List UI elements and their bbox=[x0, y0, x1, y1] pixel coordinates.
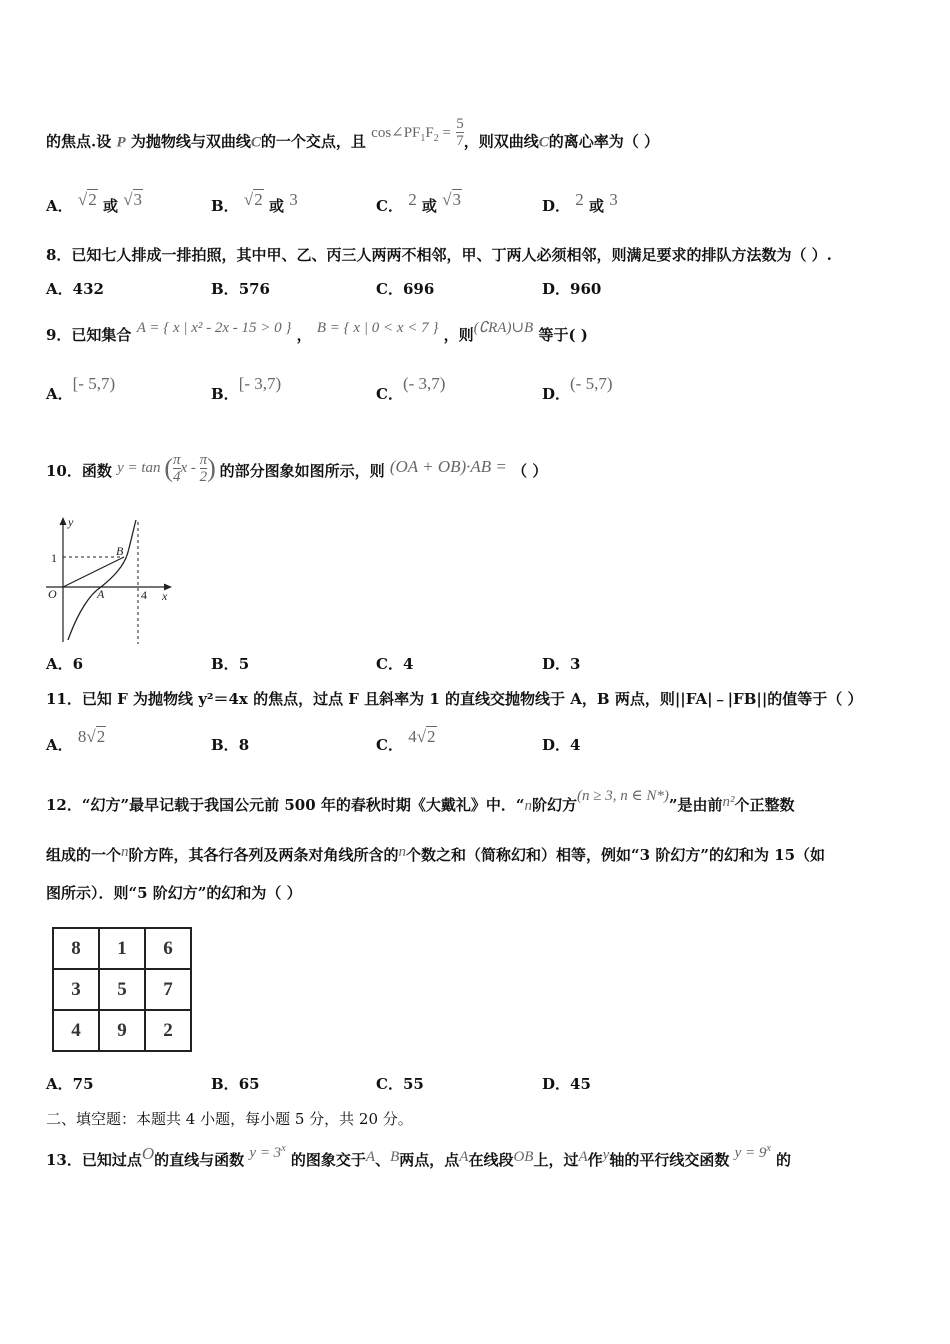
x-label: x bbox=[162, 589, 168, 603]
q9-option-a[interactable]: A．[- 5,7) bbox=[46, 374, 116, 403]
segment-ob bbox=[63, 557, 124, 587]
section-heading: 二、填空题：本题共 4 小题，每小题 5 分，共 20 分。 bbox=[46, 1110, 413, 1128]
four-label: 4 bbox=[141, 588, 147, 602]
vector-expression: (OA + OB)·AB = bbox=[389, 456, 507, 476]
q11-stem: 11．已知 F 为抛物线 y²＝4x 的焦点，过点 F 且斜率为 1 的直线交抛物线于 A，B 两点，则||FA|﹣|FB||的值等于（ ） bbox=[46, 690, 863, 708]
q10-option-a[interactable]: A．6 bbox=[46, 655, 84, 673]
fraction-5-7: $\frac{5}{7}$ bbox=[456, 116, 464, 149]
q9-stem: 9．已知集合 A = { x | x² - 2x - 15 > 0 } ， B = { x | 0 < x < 7 } ，则(∁RA)∪B 等于( ) bbox=[46, 320, 588, 344]
q12-option-b[interactable]: B．65 bbox=[211, 1075, 260, 1093]
q8-stem: 8．已知七人排成一排拍照，其中甲、乙、丙三人两两不相邻，甲、丁两人必须相邻，则满足要求的排队方法数为（ ）. bbox=[46, 246, 832, 264]
set-a: A = { x | x² - 2x - 15 > 0 } bbox=[136, 320, 292, 336]
origin-label: O bbox=[48, 587, 57, 601]
one-label: 1 bbox=[51, 551, 57, 565]
table-cell: 9 bbox=[99, 1010, 145, 1051]
q9-option-b[interactable]: B．[- 3,7) bbox=[211, 374, 282, 403]
table-cell: 3 bbox=[53, 969, 99, 1010]
var-p: P bbox=[116, 134, 126, 151]
q11-option-d[interactable]: D．4 bbox=[542, 736, 581, 754]
q12-line3: 图所示）．则“5 阶幻方”的幻和为（ ） bbox=[46, 884, 302, 902]
q10-option-b[interactable]: B．5 bbox=[211, 655, 250, 673]
q7-option-c[interactable]: C． 2 或 √3 bbox=[376, 190, 462, 215]
table-cell: 4 bbox=[53, 1010, 99, 1051]
q12-option-d[interactable]: D．45 bbox=[542, 1075, 591, 1093]
q11-option-a[interactable]: A． 8√2 bbox=[46, 727, 106, 754]
complement-union: (∁RA)∪B bbox=[473, 320, 534, 336]
q8-option-d[interactable]: D．960 bbox=[542, 280, 602, 298]
cos-expression: $\cos\angle PF_1F_2$ = bbox=[371, 124, 451, 144]
q7-option-a[interactable]: A． √2 或 √3 bbox=[46, 190, 143, 215]
point-a-label: A bbox=[97, 587, 105, 601]
q12-option-a[interactable]: A．75 bbox=[46, 1075, 94, 1093]
table-cell: 5 bbox=[99, 969, 145, 1010]
q9-option-c[interactable]: C．(- 3,7) bbox=[376, 374, 446, 403]
set-b: B = { x | 0 < x < 7 } bbox=[316, 320, 439, 336]
table-row bbox=[53, 1010, 191, 1051]
q11-option-b[interactable]: B．8 bbox=[211, 736, 250, 754]
q12-option-c[interactable]: C．55 bbox=[376, 1075, 424, 1093]
point-b-label: B bbox=[116, 544, 124, 558]
q12-line2: 组成的一个n阶方阵，其各行各列及两条对角线所含的n个数之和（简称幻和）相等，例如“3 阶幻方”的幻和为 15（如 bbox=[46, 844, 826, 864]
table-row bbox=[53, 928, 191, 969]
q10-option-c[interactable]: C．4 bbox=[376, 655, 414, 673]
table-cell: 7 bbox=[145, 969, 191, 1010]
table-cell: 2 bbox=[145, 1010, 191, 1051]
function-9x: $y = 9^x$ bbox=[734, 1143, 771, 1161]
q7-option-d[interactable]: D． 2 或 3 bbox=[542, 190, 618, 215]
tan-function: y = tan ( $\frac{\pi}{4}$ x - $\frac{\pi}{2}$ ) bbox=[117, 452, 216, 485]
function-3x: $y = 3^x$ bbox=[249, 1143, 286, 1161]
q7-stem: 的焦点.设 P 为抛物线与双曲线C的一个交点，且 $\cos\angle PF_1F_2$ = $\frac{5}{7}$ ，则双曲线C的离心率为（ ） bbox=[46, 116, 659, 151]
q10-stem: 10．函数 y = tan ( $\frac{\pi}{4}$ x - $\frac{\pi}{2}$ ) 的部分图象如图所示，则 (OA + OB)·AB = （ ） bbox=[46, 452, 548, 485]
q9-option-d[interactable]: D．(- 5,7) bbox=[542, 374, 613, 403]
table-cell: 8 bbox=[53, 928, 99, 969]
q10-option-d[interactable]: D．3 bbox=[542, 655, 581, 673]
table-cell: 6 bbox=[145, 928, 191, 969]
table-cell: 1 bbox=[99, 928, 145, 969]
table-row bbox=[53, 969, 191, 1010]
y-axis-arrow-icon bbox=[60, 517, 67, 525]
magic-square-table bbox=[52, 927, 192, 1052]
magic-square-condition: (n ≥ 3, n ∈ N*) bbox=[577, 788, 669, 804]
q8-option-b[interactable]: B．576 bbox=[211, 280, 270, 298]
q7-option-b[interactable]: B． √2 或 3 bbox=[211, 190, 298, 215]
tangent-graph bbox=[44, 512, 179, 647]
q8-option-a[interactable]: A．432 bbox=[46, 280, 104, 298]
q11-option-c[interactable]: C． 4√2 bbox=[376, 727, 436, 754]
q13-stem: 13．已知过点O的直线与函数 $y = 3^x$ 的图象交于A、B两点，点A在线段OB上，过A作y轴的平行线交函数 $y = 9^x$ 的 bbox=[46, 1143, 792, 1169]
q12-line1: 12．“幻方”最早记载于我国公元前 500 年的春秋时期《大戴礼》中．“n阶幻方(n ≥ 3, n ∈ N*)”是由前n²个正整数 bbox=[46, 788, 795, 814]
y-label: y bbox=[68, 515, 74, 529]
q8-option-c[interactable]: C．696 bbox=[376, 280, 435, 298]
